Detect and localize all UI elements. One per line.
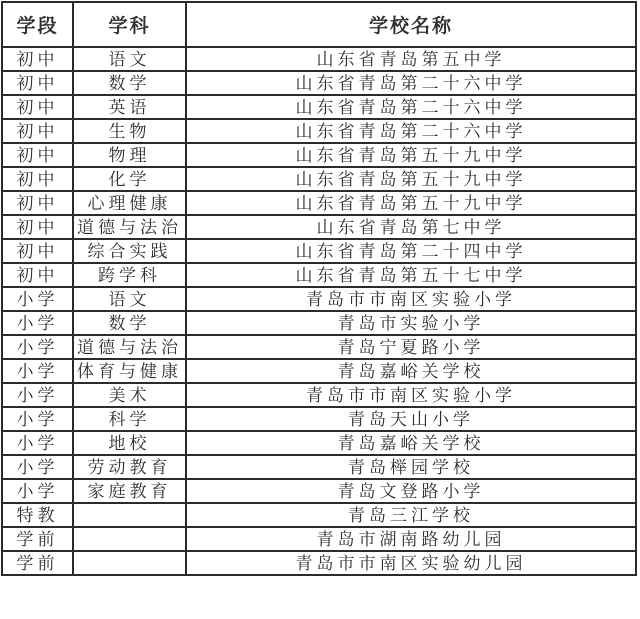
stage-cell: 学前 [2, 551, 73, 575]
stage-cell: 初中 [2, 239, 73, 263]
school-cell: 青岛市湖南路幼儿园 [186, 527, 636, 551]
stage-cell: 小学 [2, 383, 73, 407]
table-row [2, 335, 636, 359]
school-cell: 山东省青岛第二十六中学 [186, 119, 636, 143]
table-row [2, 263, 636, 287]
subject-cell [73, 503, 186, 527]
subject-cell: 数学 [73, 311, 186, 335]
school-cell: 青岛三江学校 [186, 503, 636, 527]
table-row [2, 143, 636, 167]
school-cell: 青岛嘉峪关学校 [186, 431, 636, 455]
stage-cell: 初中 [2, 119, 73, 143]
school-table [1, 1, 637, 576]
subject-cell: 物理 [73, 143, 186, 167]
table-row [2, 431, 636, 455]
school-cell: 山东省青岛第二十六中学 [186, 71, 636, 95]
table-row [2, 239, 636, 263]
table-row [2, 455, 636, 479]
stage-cell: 初中 [2, 215, 73, 239]
school-cell: 青岛嘉峪关学校 [186, 359, 636, 383]
subject-cell: 科学 [73, 407, 186, 431]
school-cell: 山东省青岛第二十四中学 [186, 239, 636, 263]
school-cell: 青岛宁夏路小学 [186, 335, 636, 359]
table-row [2, 191, 636, 215]
table-row [2, 167, 636, 191]
stage-cell: 小学 [2, 431, 73, 455]
subject-cell: 美术 [73, 383, 186, 407]
stage-cell: 初中 [2, 95, 73, 119]
school-cell: 山东省青岛第五十九中学 [186, 167, 636, 191]
school-cell: 山东省青岛第五十七中学 [186, 263, 636, 287]
subject-cell: 道德与法治 [73, 215, 186, 239]
stage-cell: 小学 [2, 479, 73, 503]
stage-cell: 初中 [2, 47, 73, 71]
table-row [2, 287, 636, 311]
school-cell: 青岛天山小学 [186, 407, 636, 431]
table-row [2, 527, 636, 551]
table-row [2, 503, 636, 527]
school-cell: 山东省青岛第五十九中学 [186, 143, 636, 167]
stage-cell: 初中 [2, 191, 73, 215]
stage-cell: 小学 [2, 311, 73, 335]
stage-cell: 学前 [2, 527, 73, 551]
column-header-school: 学校名称 [186, 2, 636, 47]
school-cell: 青岛市市南区实验幼儿园 [186, 551, 636, 575]
table-row [2, 119, 636, 143]
table-row [2, 311, 636, 335]
table-row [2, 407, 636, 431]
table-row [2, 479, 636, 503]
table-row [2, 215, 636, 239]
school-cell: 青岛市市南区实验小学 [186, 383, 636, 407]
stage-cell: 小学 [2, 335, 73, 359]
subject-cell: 语文 [73, 47, 186, 71]
subject-cell: 劳动教育 [73, 455, 186, 479]
subject-cell: 生物 [73, 119, 186, 143]
stage-cell: 特教 [2, 503, 73, 527]
table-row [2, 95, 636, 119]
school-cell: 山东省青岛第二十六中学 [186, 95, 636, 119]
subject-cell [73, 527, 186, 551]
table-row [2, 383, 636, 407]
stage-cell: 初中 [2, 167, 73, 191]
table-header-row [2, 2, 636, 47]
school-cell: 青岛市市南区实验小学 [186, 287, 636, 311]
table-row [2, 551, 636, 575]
subject-cell: 语文 [73, 287, 186, 311]
stage-cell: 初中 [2, 71, 73, 95]
subject-cell: 心理健康 [73, 191, 186, 215]
stage-cell: 小学 [2, 287, 73, 311]
subject-cell: 综合实践 [73, 239, 186, 263]
column-header-subject: 学科 [73, 2, 186, 47]
stage-cell: 小学 [2, 407, 73, 431]
table-row [2, 71, 636, 95]
school-cell: 青岛文登路小学 [186, 479, 636, 503]
school-cell: 山东省青岛第五中学 [186, 47, 636, 71]
stage-cell: 初中 [2, 263, 73, 287]
subject-cell: 英语 [73, 95, 186, 119]
table-row [2, 359, 636, 383]
column-header-stage: 学段 [2, 2, 73, 47]
stage-cell: 小学 [2, 455, 73, 479]
subject-cell: 化学 [73, 167, 186, 191]
subject-cell [73, 551, 186, 575]
subject-cell: 跨学科 [73, 263, 186, 287]
stage-cell: 小学 [2, 359, 73, 383]
subject-cell: 数学 [73, 71, 186, 95]
school-cell: 青岛市实验小学 [186, 311, 636, 335]
school-cell: 山东省青岛第七中学 [186, 215, 636, 239]
subject-cell: 家庭教育 [73, 479, 186, 503]
school-cell: 山东省青岛第五十九中学 [186, 191, 636, 215]
subject-cell: 地校 [73, 431, 186, 455]
subject-cell: 道德与法治 [73, 335, 186, 359]
school-cell: 青岛榉园学校 [186, 455, 636, 479]
table-row [2, 47, 636, 71]
stage-cell: 初中 [2, 143, 73, 167]
subject-cell: 体育与健康 [73, 359, 186, 383]
